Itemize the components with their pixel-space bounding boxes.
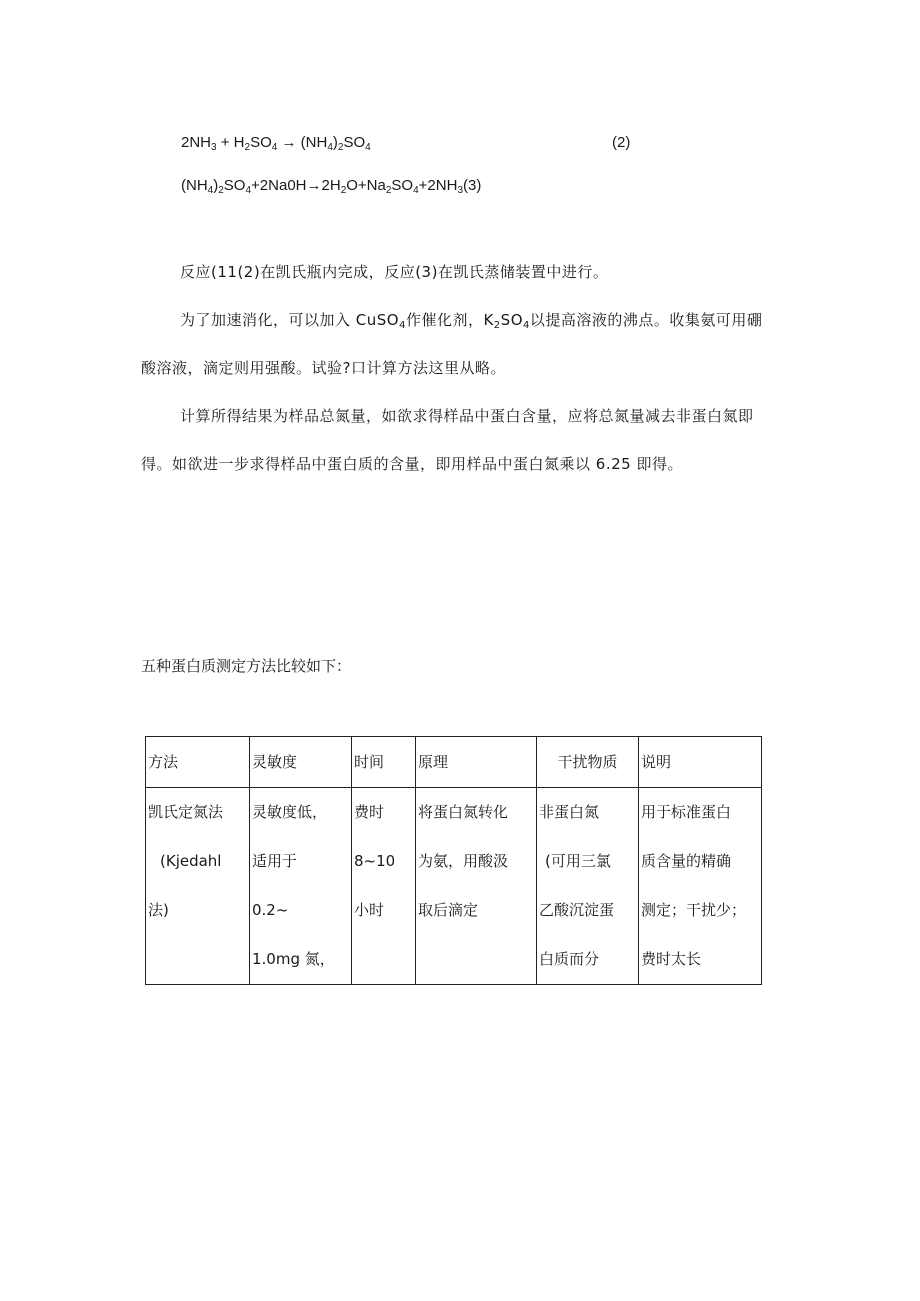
- table-row: [146, 788, 762, 985]
- cell-method: 凯氏定氮法 (Kjedahl 法): [146, 788, 250, 985]
- equation-2-number: (2): [612, 134, 631, 151]
- table-header-row: [146, 737, 762, 788]
- paragraph-calculation: 计算所得结果为样品总氮量，如欲求得样品中蛋白含量，应将总氮量减去非蛋白氮即得。如欲进一步求得样品中蛋白质的含量，即用样品中蛋白氮乘以 6.25 即得。: [141, 407, 754, 473]
- header-note: 说明: [639, 737, 762, 788]
- header-time: 时间: [352, 737, 416, 788]
- equation-3: $(NH_4)_2SO_4+2Na0H\to 2H_2O+Na_2SO_4+2NH_3(3)$: [181, 177, 482, 196]
- header-interference: 干扰物质: [537, 737, 639, 788]
- cell-time: 费时 8~10 小时: [352, 788, 416, 985]
- cell-interference: 非蛋白氮 (可用三氯 乙酸沉淀蛋 白质而分: [537, 788, 639, 985]
- section-heading: 五种蛋白质测定方法比较如下：: [141, 657, 352, 675]
- equation-2: $2NH_3 + H_2SO_4 \to (NH_4)_2SO_4$: [181, 134, 371, 153]
- cell-note: 用于标准蛋白 质含量的精确 测定；干扰少； 费时太长: [639, 788, 762, 985]
- cell-sensitivity: 灵敏度低， 适用于 0.2~ 1.0mg 氮，: [250, 788, 352, 985]
- header-method: 方法: [146, 737, 250, 788]
- cell-principle: 将蛋白氮转化 为氨，用酸汲 取后滴定: [416, 788, 537, 985]
- paragraph-reaction-location: 反应(11(2)在凯氏瓶内完成，反应(3)在凯氏蒸储装置中进行。: [180, 263, 609, 281]
- paragraph-catalyst: 为了加速消化，可以加入 CuSO$_4$作催化剂，$K_2SO_4$以提高溶液的沸点。收集氨可用硼酸溶液，滴定则用强酸。试验?口计算方法这里从略。: [141, 311, 763, 377]
- header-principle: 原理: [416, 737, 537, 788]
- header-sensitivity: 灵敏度: [250, 737, 352, 788]
- comparison-table: [145, 736, 762, 985]
